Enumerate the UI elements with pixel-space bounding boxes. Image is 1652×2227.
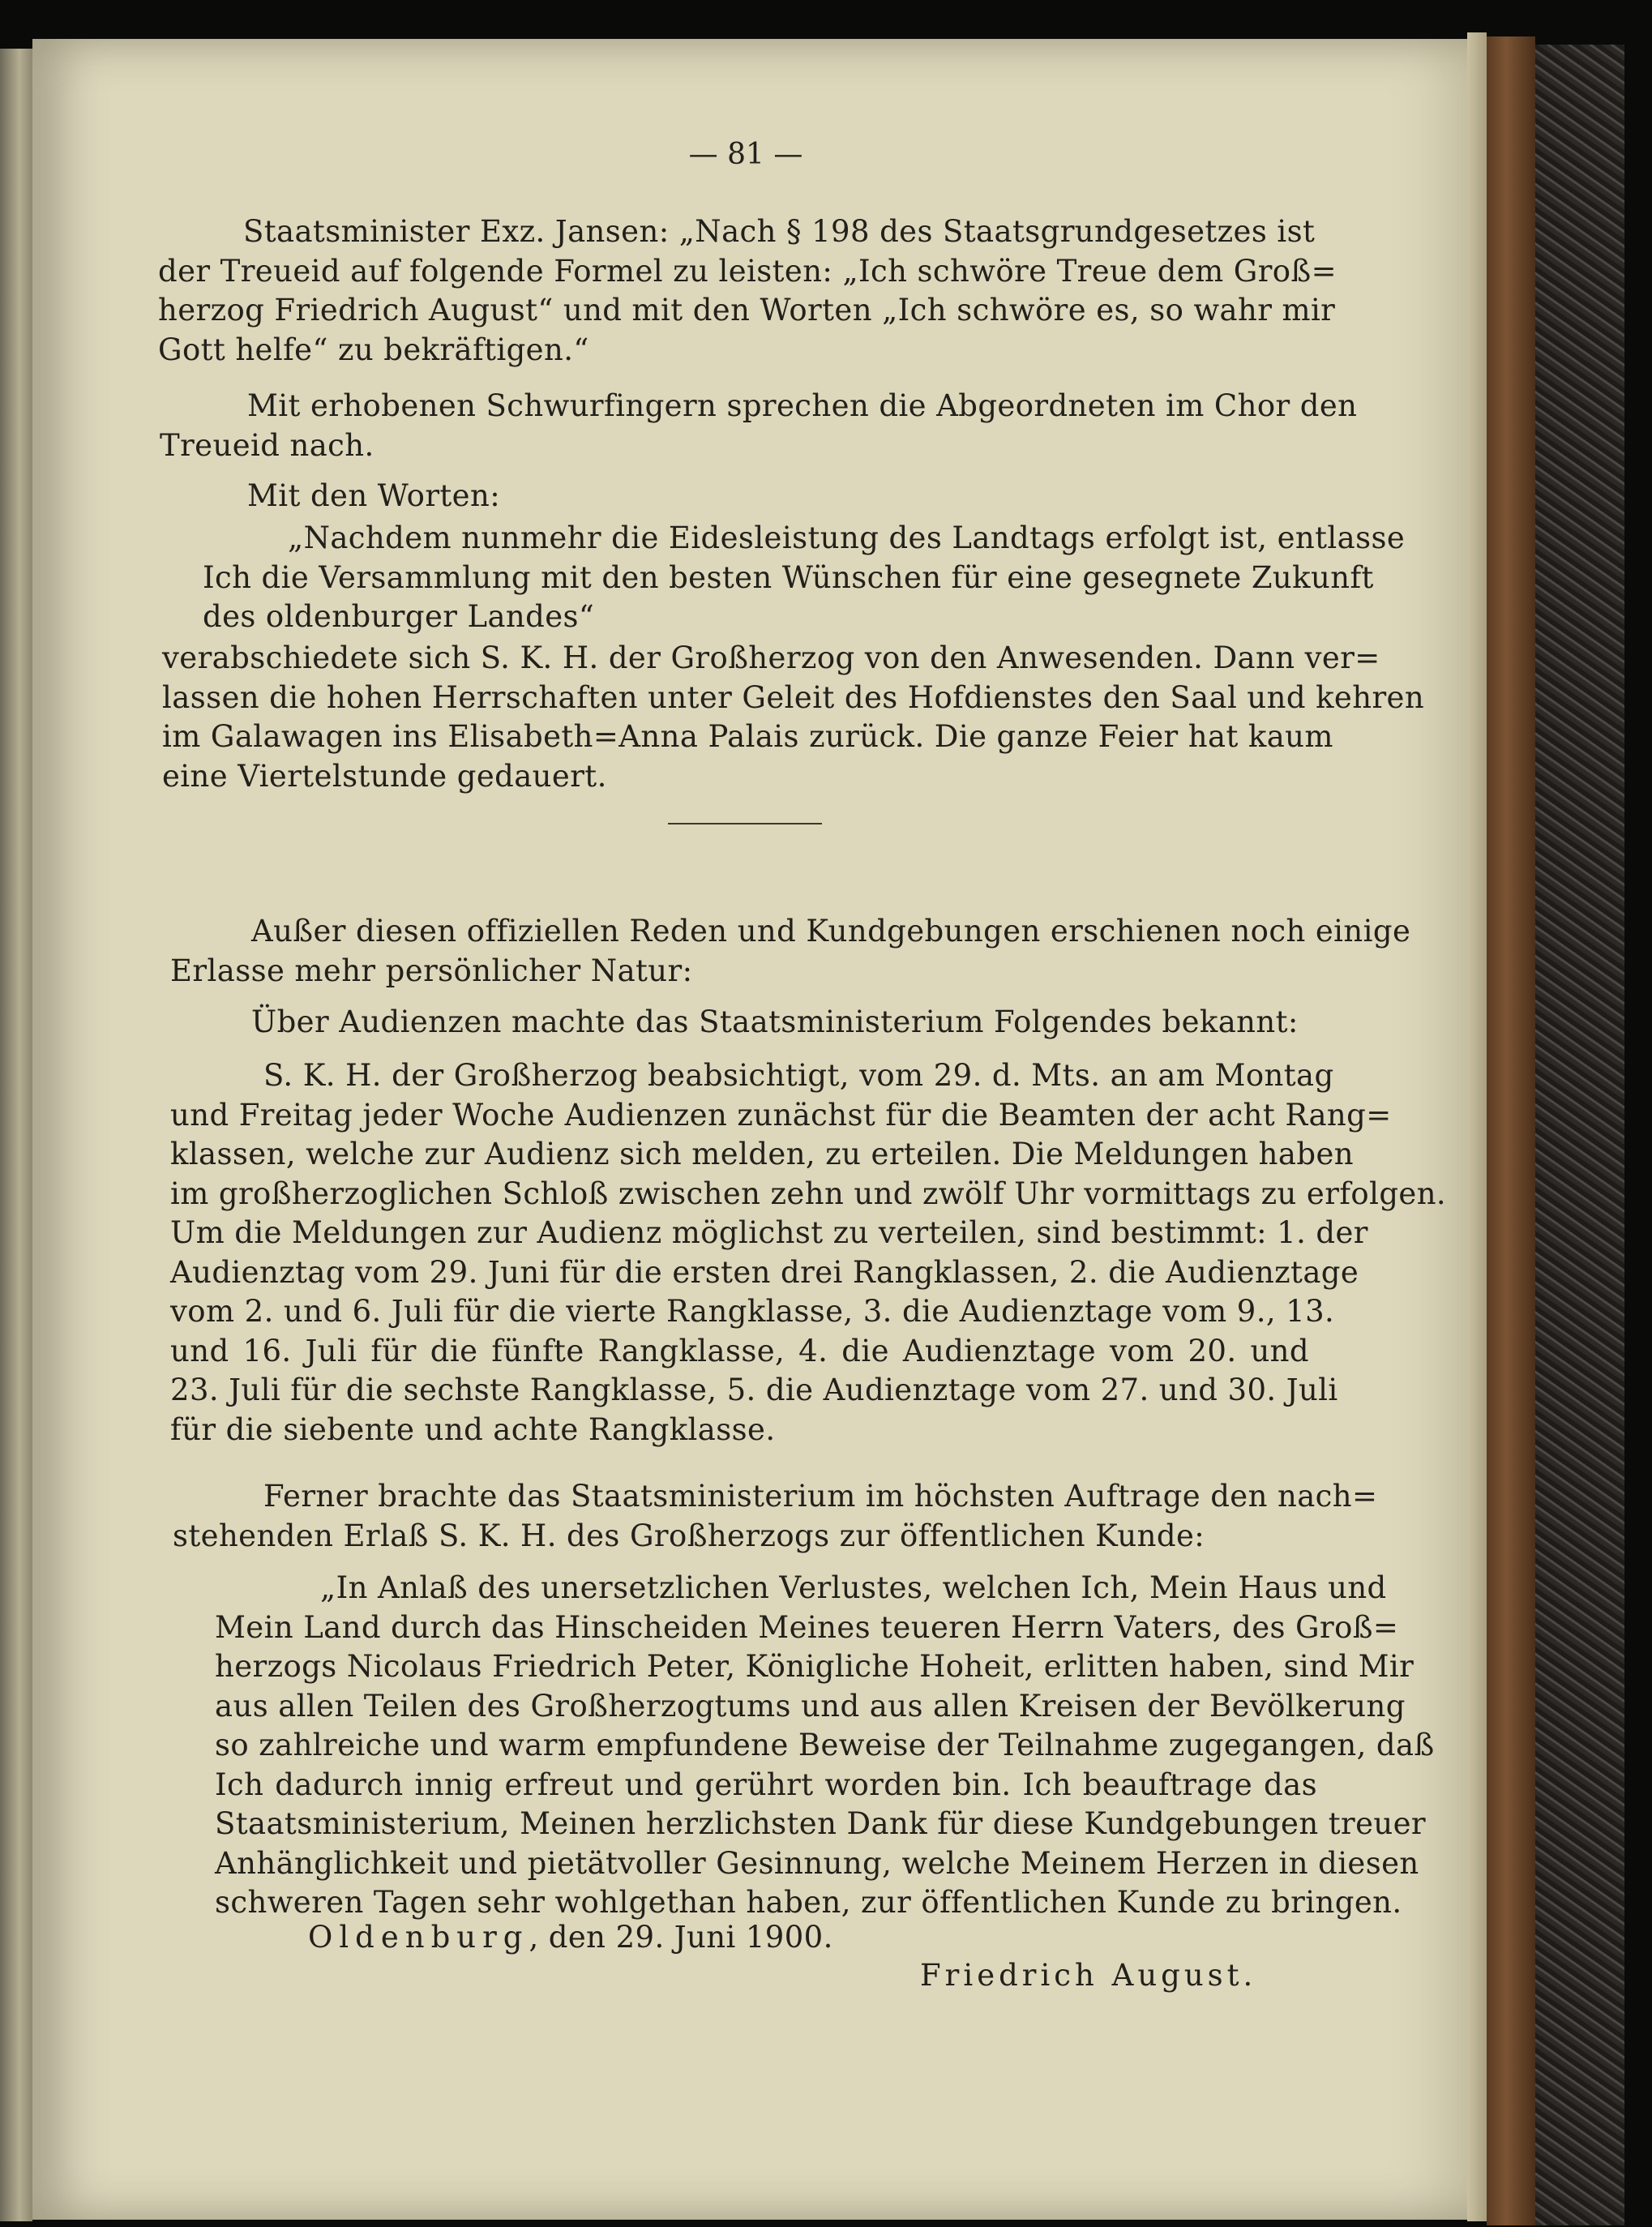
text-line: S. K. H. der Großherzog beabsichtigt, vom 29. d. Mts. an am Montag — [263, 1058, 1334, 1093]
text-line: aus allen Teilen des Großherzogtums und aus allen Kreisen der Bevölkerung — [215, 1688, 1406, 1724]
paragraph-oath-formula — [158, 212, 1337, 370]
text-line: Ich die Versammlung mit den besten Wünschen für eine gesegnete Zukunft — [203, 559, 1374, 595]
paragraph-with-words — [247, 477, 500, 516]
text-line: Staatsminister Exz. Jansen: „Nach § 198 des Staatsgrundgesetzes ist — [243, 214, 1316, 249]
text-line: „In Anlaß des unersetzlichen Verlustes, welchen Ich, Mein Haus und — [320, 1570, 1387, 1605]
text-line: klassen, welche zur Audienz sich melden, zu erteilen. Die Meldungen haben — [170, 1137, 1354, 1171]
section-divider — [668, 823, 822, 824]
text-line: Anhänglichkeit und pietätvoller Gesinnung, welche Meinem Herzen in diesen — [215, 1845, 1419, 1881]
text-line: Audienztag vom 29. Juni für die ersten drei Rangklassen, 2. die Audienztage — [170, 1254, 1359, 1290]
text-line: Ich dadurch innig erfreut und gerührt worden bin. Ich beauftrage das — [215, 1767, 1317, 1802]
text-line: 23. Juli für die sechste Rangklasse, 5. die Audienztage vom 27. und 30. Juli — [170, 1373, 1338, 1407]
text-line: stehenden Erlaß S. K. H. des Großherzogs zur öffentlichen Kunde: — [173, 1518, 1205, 1553]
paragraph-further-decrees — [170, 912, 1411, 991]
book-cover-spine — [1487, 36, 1535, 2225]
text-line: schweren Tagen sehr wohlgethan haben, zur öffentlichen Kunde zu bringen. — [215, 1885, 1402, 1920]
text-line: so zahlreiche und warm empfundene Beweise der Teilnahme zugegangen, daß — [215, 1728, 1435, 1762]
text-line: im Galawagen ins Elisabeth=Anna Palais zurück. Die ganze Feier hat kaum — [162, 719, 1333, 754]
text-line: Staatsministerium, Meinen herzlichsten Dank für diese Kundgebungen treuer — [215, 1806, 1426, 1841]
text-line: der Treueid auf folgende Formel zu leisten: „Ich schwöre Treue dem Groß= — [158, 253, 1337, 289]
paragraph-decree-intro — [173, 1477, 1378, 1556]
text-line: vom 2. und 6. Juli für die vierte Rangklasse, 3. die Audienztage vom 9., 13. — [170, 1294, 1335, 1329]
text-line: Über Audienzen machte das Staatsministerium Folgendes bekannt: — [251, 1004, 1299, 1039]
text-line: lassen die hohen Herrschaften unter Geleit des Hofdienstes den Saal und kehren — [162, 679, 1425, 715]
text-line: für die siebente und achte Rangklasse. — [170, 1411, 776, 1447]
text-line: Treueid nach. — [160, 427, 374, 463]
page-number: — 81 — — [688, 138, 803, 171]
text-line: Ferner brachte das Staatsministerium im höchsten Auftrage den nach= — [263, 1479, 1378, 1514]
text-line: eine Viertelstunde gedauert. — [162, 758, 607, 794]
text-line: Mit den Worten: — [247, 478, 501, 513]
signature: Friedrich August. — [920, 1958, 1257, 1993]
text-line: des oldenburger Landes“ — [203, 599, 595, 634]
dateline-date: , den 29. Juni 1900. — [529, 1920, 833, 1955]
paragraph-audience-heading — [251, 1003, 1299, 1043]
dateline — [308, 1918, 833, 1958]
text-line: herzogs Nicolaus Friedrich Peter, Königliche Hoheit, erlitten haben, sind Mir — [215, 1649, 1414, 1684]
dateline-place: Oldenburg — [308, 1920, 529, 1955]
text-line: Gott helfe“ zu bekräftigen.“ — [158, 332, 589, 367]
page-block-edge — [1467, 32, 1487, 2221]
paragraph-decree-text — [215, 1569, 1435, 1923]
text-line: und Freitag jeder Woche Audienzen zunächst für die Beamten der acht Rang= — [170, 1097, 1392, 1133]
text-line: Erlasse mehr persönlicher Natur: — [170, 953, 693, 988]
text-line: Mein Land durch das Hinscheiden Meines teueren Herrn Vaters, des Groß= — [215, 1609, 1399, 1645]
text-line: Mit erhobenen Schwurfingern sprechen die Abgeordneten im Chor den — [247, 388, 1358, 423]
paragraph-oath-taken — [160, 387, 1358, 465]
text-line: im großherzoglichen Schloß zwischen zehn und zwölf Uhr vormittags zu erfolgen. — [170, 1176, 1447, 1211]
text-line: verabschiedete sich S. K. H. der Großherzog von den Anwesenden. Dann ver= — [162, 640, 1380, 675]
marbled-cover — [1535, 45, 1624, 2225]
text-line: und 16. Juli für die fünfte Rangklasse, 4. die Audienztage vom 20. und — [170, 1333, 1309, 1368]
left-page-edge — [0, 49, 32, 2221]
paragraph-dismissal-quote — [203, 519, 1406, 637]
paragraph-audience-schedule — [170, 1056, 1447, 1450]
text-line: „Nachdem nunmehr die Eidesleistung des Landtags erfolgt ist, entlasse — [288, 520, 1406, 555]
text-line: Außer diesen offiziellen Reden und Kundgebungen erschienen noch einige — [251, 914, 1411, 949]
text-line: Um die Meldungen zur Audienz möglichst zu verteilen, sind bestimmt: 1. der — [170, 1215, 1368, 1250]
paragraph-farewell — [162, 639, 1425, 796]
text-line: herzog Friedrich August“ und mit den Worten „Ich schwöre es, so wahr mir — [158, 293, 1336, 328]
